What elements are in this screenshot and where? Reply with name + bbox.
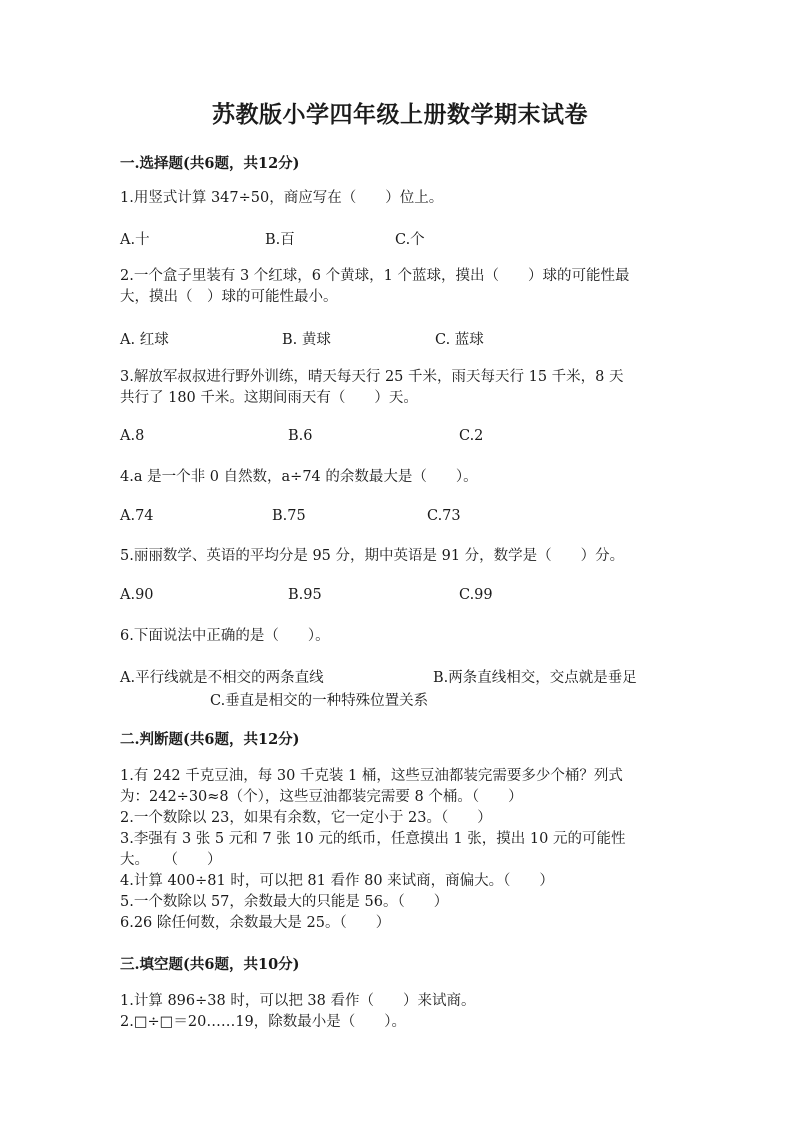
- question-2-stem-line2: 大，摸出（ ）球的可能性最小。: [120, 289, 338, 305]
- fill-blank-line: 1.计算 896÷38 时，可以把 38 看作（ ）来试商。: [120, 993, 476, 1009]
- question-3-stem-line1: 3.解放军叔叔进行野外训练，晴天每天行 25 千米，雨天每天行 15 千米，8 天: [120, 369, 624, 385]
- question-6-stem: 6.下面说法中正确的是（ ）。: [120, 628, 330, 644]
- judgement-line: 6.26 除任何数，余数最大是 25。（ ）: [120, 915, 391, 931]
- question-1-option-a: A.十: [120, 232, 150, 248]
- question-3-option-a: A.8: [120, 428, 145, 444]
- judgement-line: 5.一个数除以 57，余数最大的只能是 56。（ ）: [120, 894, 449, 910]
- judgement-line: 大。 （ ）: [120, 852, 222, 868]
- question-5-option-a: A.90: [120, 587, 154, 603]
- question-4-stem: 4.a 是一个非 0 自然数，a÷74 的余数最大是（ ）。: [120, 469, 478, 485]
- question-2-option-b: B. 黄球: [282, 332, 331, 348]
- question-4-option-a: A.74: [120, 508, 154, 524]
- section-heading-choice: 一.选择题(共6题，共12分): [120, 155, 300, 172]
- question-3-option-b: B.6: [288, 428, 313, 444]
- question-6-option-c: C.垂直是相交的一种特殊位置关系: [210, 693, 429, 709]
- question-2-stem-line1: 2.一个盒子里装有 3 个红球，6 个黄球，1 个蓝球，摸出（ ）球的可能性最: [120, 268, 630, 284]
- question-1-option-c: C.个: [395, 232, 425, 248]
- question-2-option-a: A. 红球: [120, 332, 169, 348]
- question-4-option-c: C.73: [427, 508, 461, 524]
- judgement-line: 1.有 242 千克豆油，每 30 千克装 1 桶，这些豆油都装完需要多少个桶？列式: [120, 768, 623, 784]
- fill-blank-line: 2.□÷□＝20……19，除数最小是（ ）。: [120, 1014, 407, 1030]
- question-2-option-c: C. 蓝球: [435, 332, 484, 348]
- question-1-option-b: B.百: [265, 232, 295, 248]
- section-heading-judgement: 二.判断题(共6题，共12分): [120, 731, 300, 748]
- question-6-option-a: A.平行线就是不相交的两条直线: [120, 670, 324, 686]
- question-3-stem-line2: 共行了 180 千米。这期间雨天有（ ）天。: [120, 390, 418, 406]
- question-4-option-b: B.75: [272, 508, 306, 524]
- question-5-option-c: C.99: [459, 587, 493, 603]
- judgement-line: 4.计算 400÷81 时，可以把 81 看作 80 来试商，商偏大。（ ）: [120, 873, 554, 889]
- exam-title: 苏教版小学四年级上册数学期末试卷: [212, 101, 588, 128]
- judgement-line: 为：242÷30≈8（个），这些豆油都装完需要 8 个桶。（ ）: [120, 789, 523, 805]
- judgement-line: 3.李强有 3 张 5 元和 7 张 10 元的纸币，任意摸出 1 张，摸出 10 元的可能性: [120, 831, 626, 847]
- section-heading-fill-blank: 三.填空题(共6题，共10分): [120, 956, 300, 973]
- question-3-option-c: C.2: [459, 428, 484, 444]
- question-5-option-b: B.95: [288, 587, 322, 603]
- question-5-stem: 5.丽丽数学、英语的平均分是 95 分，期中英语是 91 分，数学是（ ）分。: [120, 548, 625, 564]
- question-6-option-b: B.两条直线相交，交点就是垂足: [433, 670, 637, 686]
- question-1-stem: 1.用竖式计算 347÷50，商应写在（ ）位上。: [120, 190, 444, 206]
- judgement-line: 2.一个数除以 23，如果有余数，它一定小于 23。（ ）: [120, 810, 492, 826]
